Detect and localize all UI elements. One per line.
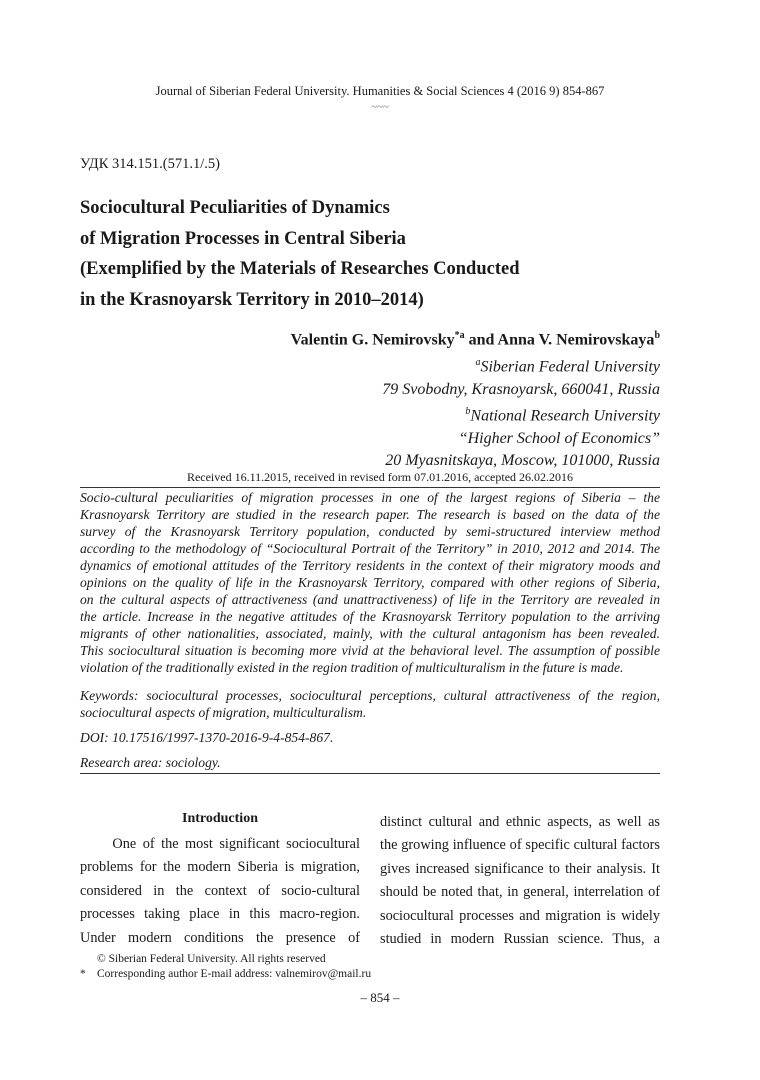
abstract <box>80 489 660 676</box>
aff-a-name: Siberian Federal University <box>480 358 660 376</box>
authors-block <box>291 325 660 473</box>
footnote-star: * <box>80 967 86 980</box>
author-2: and Anna V. Nemirovskaya <box>464 331 655 349</box>
journal-header: Journal of Siberian Federal University. Humanities & Social Sciences 4 (2016 9) 854-867 <box>155 84 605 98</box>
abstract-line: migrants of other nationalities, associated, mainly, with the cultural antagonism has been revealed. <box>80 626 660 641</box>
body-line: One of the most significant sociocultural <box>80 836 360 852</box>
title-line: in the Krasnoyarsk Territory in 2010–2014) <box>80 289 424 310</box>
body-line: considered in the context of socio-cultural <box>80 882 360 899</box>
abstract-line: on the cultural aspects of attractiveness (and unattractiveness) of life in the Territory are revealed in <box>80 592 660 607</box>
bottom-divider <box>80 773 660 774</box>
udc-code: УДК 314.151.(571.1/.5) <box>80 156 220 172</box>
top-divider <box>80 487 660 488</box>
body-line: should be noted that, in general, interrelation of <box>380 884 660 901</box>
abstract-line: the article. Increase in the negative attitudes of the Krasnoyarsk Territory population to the arriving <box>80 609 660 624</box>
abstract-line: violation of the traditionally existed in the region tradition of multiculturalism in the future is made. <box>80 660 624 675</box>
copyright-note: © Siberian Federal University. All rights reserved <box>97 953 326 965</box>
affiliation-b <box>291 401 660 428</box>
right-column <box>380 811 660 951</box>
aff-a-mark: a <box>475 356 481 368</box>
footnotes <box>80 952 371 981</box>
affiliation-b-line2: “Higher School of Economics” <box>458 429 660 447</box>
affiliation-a <box>291 352 660 379</box>
body-line: distinct cultural and ethnic aspects, as well as <box>380 814 660 830</box>
affiliation-b-address: 20 Myasnitskaya, Moscow, 101000, Russia <box>385 452 660 470</box>
header-ornament: ~~~ <box>371 101 389 113</box>
title-line: (Exemplified by the Materials of Researches Conducted <box>80 259 520 279</box>
article-title <box>80 193 520 315</box>
abstract-line: Socio-cultural peculiarities of migration processes in one of the largest regions of Siberia – the <box>80 490 660 505</box>
aff-b-mark: b <box>465 406 471 418</box>
affiliation-a-address: 79 Svobodny, Krasnoyarsk, 660041, Russia <box>382 380 660 398</box>
body-line: sociocultural processes and migration is widely <box>380 907 660 924</box>
author-names <box>291 325 660 352</box>
keywords-line: Keywords: sociocultural processes, sociocultural perceptions, cultural attractiveness of the region, <box>80 688 660 703</box>
title-line: of Migration Processes in Central Siberia <box>80 228 406 249</box>
body-line: problems for the modern Siberia is migration, <box>80 859 360 876</box>
page-number: – 854 – <box>360 990 400 1005</box>
author-1-mark: *a <box>454 330 465 341</box>
body-line: processes taking place in this macro-region. <box>80 906 360 923</box>
author-2-mark: b <box>654 330 660 341</box>
research-area: Research area: sociology. <box>80 755 221 770</box>
corresponding-note <box>80 967 371 982</box>
abstract-line: opinions on the quality of life in the Krasnoyarsk Territory, compared with other regions of Siberia, <box>80 575 660 590</box>
doi: DOI: 10.17516/1997-1370-2016-9-4-854-867. <box>80 730 334 745</box>
keywords <box>80 687 660 721</box>
section-heading-introduction: Introduction <box>182 811 258 826</box>
keywords-line: sociocultural aspects of migration, multiculturalism. <box>80 705 367 720</box>
body-line: gives increased significance to their analysis. It <box>380 860 660 877</box>
body-line: studied in modern Russian science. Thus, a <box>380 931 660 948</box>
title-line: Sociocultural Peculiarities of Dynamics <box>80 198 390 218</box>
abstract-line: dynamics of emotional attitudes of the Territory residents in the context of their migratory moods and <box>80 558 660 573</box>
abstract-line: This sociocultural situation is becoming more vivid at the behavioral level. The assumption of possible <box>80 643 660 658</box>
received-dates: Received 16.11.2015, received in revised form 07.01.2016, accepted 26.02.2016 <box>186 470 574 484</box>
body-line: the growing influence of specific cultural factors <box>380 837 660 854</box>
author-1: Valentin G. Nemirovsky <box>290 331 455 349</box>
aff-b-name: National Research University <box>470 407 660 425</box>
left-column <box>80 833 360 950</box>
abstract-line: Krasnoyarsk Territory are studied in the research paper. The research is based on the data of the <box>80 507 660 522</box>
abstract-line: survey of the Krasnoyarsk Territory population, conducted by semi-structured interview method <box>80 524 660 539</box>
corresponding-email: Corresponding author E-mail address: valnemirov@mail.ru <box>97 967 372 980</box>
body-line: Under modern conditions the presence of <box>80 929 360 946</box>
abstract-line: according to the methodology of “Sociocultural Portrait of the Territory” in 2010, 2012 and 2014. The <box>80 541 660 556</box>
